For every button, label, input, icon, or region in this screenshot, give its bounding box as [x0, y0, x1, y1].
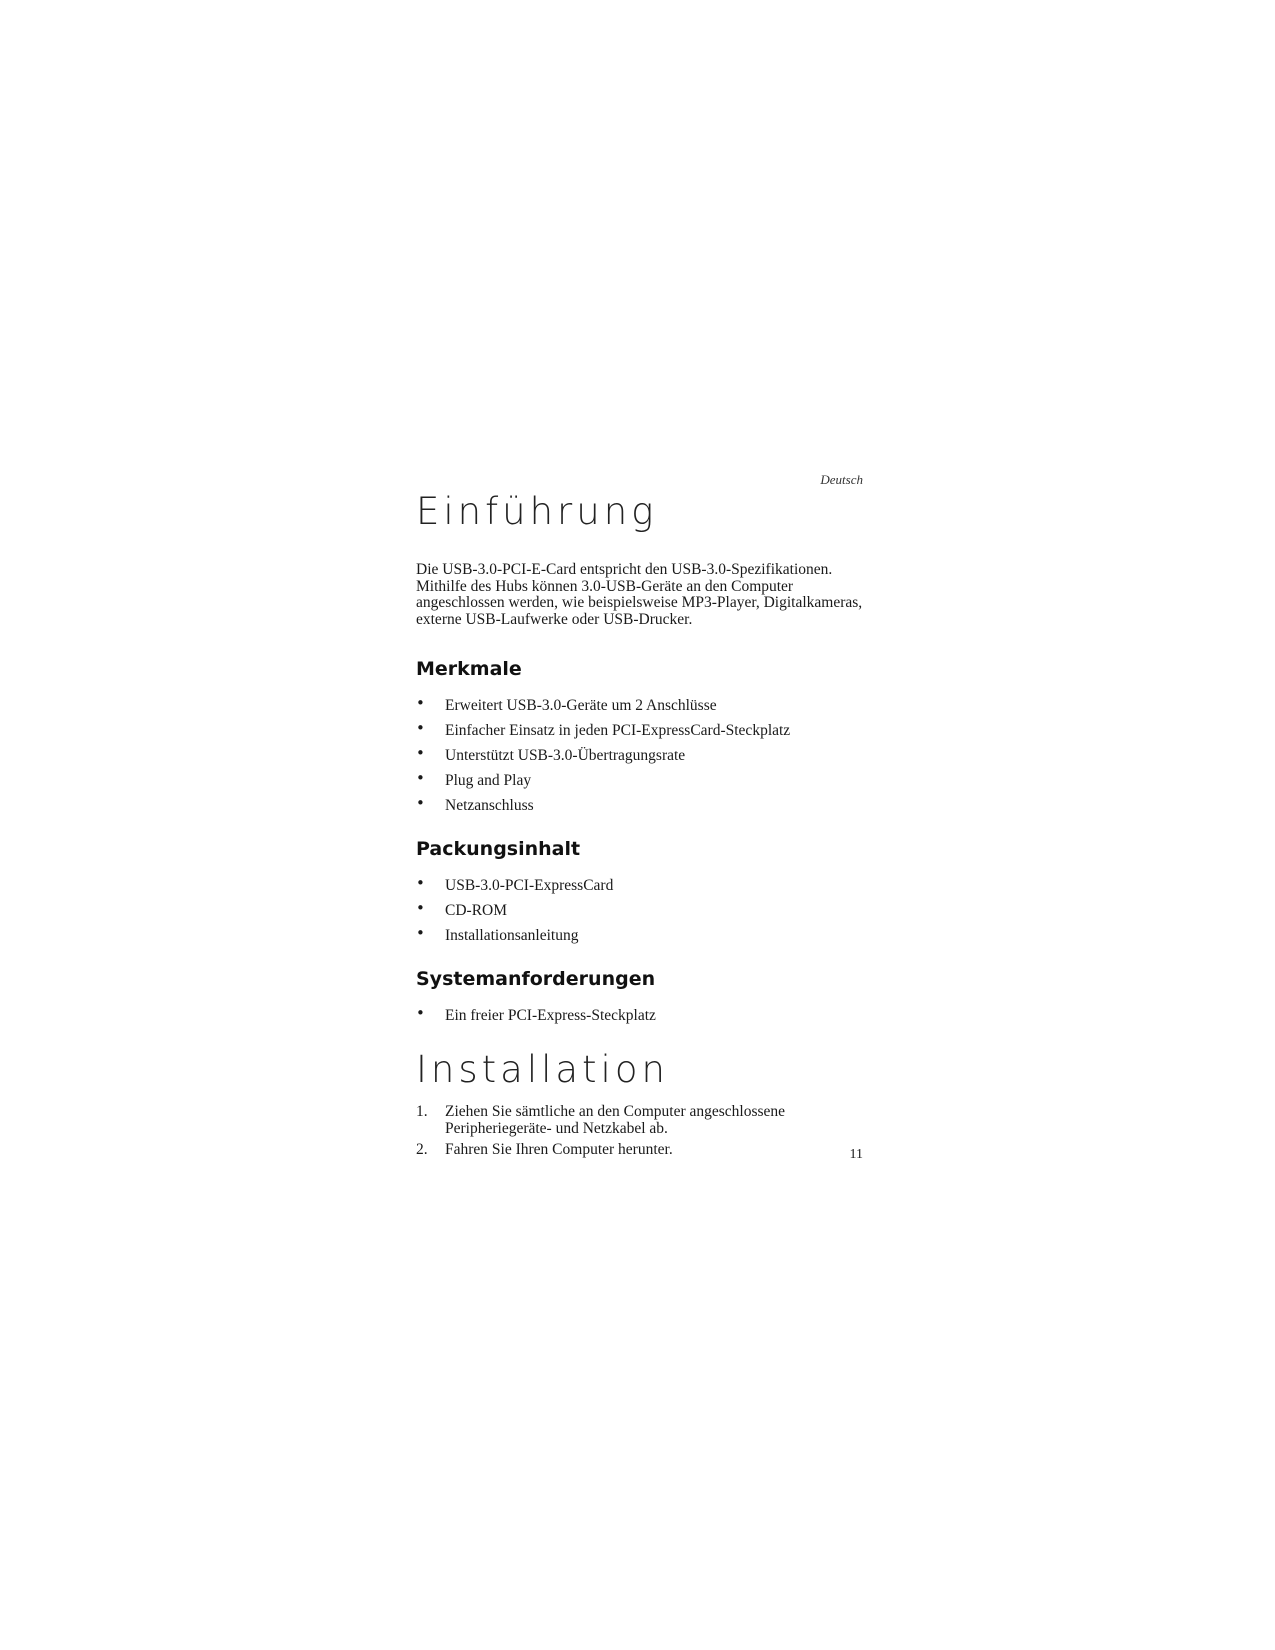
- package-list: [416, 873, 863, 948]
- list-item: • USB-3.0-PCI-ExpressCard: [416, 873, 863, 898]
- features-heading: Merkmale: [416, 658, 522, 680]
- list-item: • Erweitert USB-3.0-Geräte um 2 Anschlüsse: [416, 693, 863, 718]
- step-number: 2.: [416, 1141, 428, 1158]
- step-number: 1.: [416, 1103, 428, 1120]
- bullet-icon: •: [416, 794, 425, 812]
- bullet-icon: •: [416, 744, 425, 762]
- bullet-icon: •: [416, 899, 425, 917]
- intro-paragraph: Die USB-3.0-PCI-E-Card entspricht den USB-3.0-Spezifikationen. Mithilfe des Hubs können 3.0-USB-Geräte an den Computer angeschlossen werden, wie beispielsweise MP3-Player, Digitalkameras, externe USB-Laufwerke oder USB-Drucker.: [416, 561, 863, 628]
- intro-title: Einführung: [416, 490, 658, 533]
- bullet-icon: •: [416, 694, 425, 712]
- list-item: • CD-ROM: [416, 898, 863, 923]
- list-item: • Netzanschluss: [416, 793, 863, 818]
- installation-title: Installation: [416, 1048, 669, 1091]
- page-content: [416, 488, 863, 1164]
- requirements-list: [416, 1003, 863, 1028]
- step-text: Ziehen Sie sämtliche an den Computer angeschlossene Peripheriegeräte- und Netzkabel ab.: [445, 1103, 786, 1137]
- step-text: Fahren Sie Ihren Computer herunter.: [445, 1141, 673, 1158]
- bullet-icon: •: [416, 1004, 425, 1022]
- list-item: • Unterstützt USB-3.0-Übertragungsrate: [416, 743, 863, 768]
- list-item: • Plug and Play: [416, 768, 863, 793]
- features-list: [416, 693, 863, 818]
- list-item: [416, 1104, 863, 1137]
- list-item: • Installationsanleitung: [416, 923, 863, 948]
- bullet-icon: •: [416, 874, 425, 892]
- list-item: • Ein freier PCI-Express-Steckplatz: [416, 1003, 863, 1028]
- running-header-language: Deutsch: [820, 472, 863, 487]
- page-number: 11: [849, 1147, 863, 1162]
- bullet-icon: •: [416, 719, 425, 737]
- bullet-icon: •: [416, 769, 425, 787]
- list-item: • Einfacher Einsatz in jeden PCI-ExpressCard-Steckplatz: [416, 718, 863, 743]
- requirements-heading: Systemanforderungen: [416, 968, 656, 990]
- package-heading: Packungsinhalt: [416, 838, 581, 860]
- bullet-icon: •: [416, 924, 425, 942]
